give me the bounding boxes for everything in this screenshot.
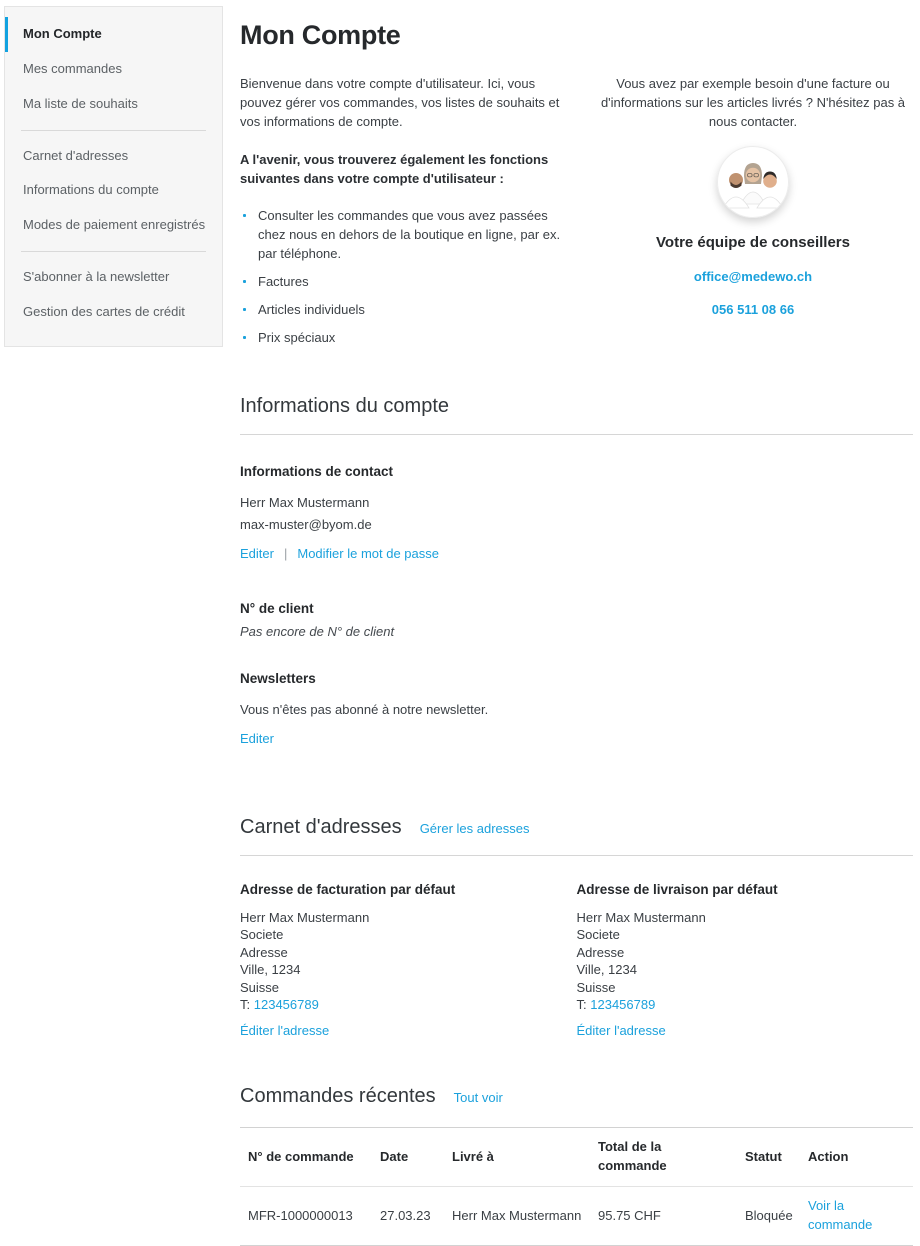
billing-phone-line [240, 996, 577, 1014]
list-item: Factures [240, 272, 570, 291]
page-title: Mon Compte [240, 20, 401, 50]
order-ship-to-cell: Herr Max Mustermann [452, 1207, 582, 1223]
team-phone-link[interactable]: 056 511 08 66 [711, 301, 795, 317]
account-info-title: Informations du compte [240, 395, 449, 417]
shipping-city: Ville, 1234 [576, 962, 637, 978]
shipping-street: Adresse [576, 944, 625, 960]
order-date-cell: 27.03.23 [380, 1207, 431, 1223]
sidebar-item-informations-compte[interactable]: Informations du compte [23, 182, 159, 198]
sidebar-item-mon-compte[interactable]: Mon Compte [5, 17, 222, 52]
recent-orders-header [240, 1082, 913, 1111]
newsletters-subheading: Newsletters [240, 670, 316, 686]
edit-newsletter-link[interactable]: Editer [240, 731, 274, 747]
intro-row [240, 74, 913, 356]
intro-text-column [240, 74, 570, 356]
sidebar-divider [21, 251, 206, 252]
edit-billing-address-link[interactable]: Éditer l'adresse [240, 1022, 330, 1038]
client-number-value: Pas encore de N° de client [240, 623, 395, 639]
recent-orders-title: Commandes récentes [240, 1085, 436, 1108]
shipping-address-block [577, 880, 914, 1040]
future-functions-list [240, 206, 570, 347]
contact-actions [240, 545, 913, 564]
shipping-country: Suisse [576, 979, 616, 995]
view-order-link[interactable]: Voir la commande [808, 1198, 873, 1232]
future-functions-heading: A l'avenir, vous trouverez également les fonctions suivantes dans votre compte d'utilisateur : [240, 152, 549, 186]
address-book-header [240, 813, 913, 856]
sidebar-item-cartes-credit[interactable]: Gestion des cartes de crédit [23, 303, 185, 319]
contact-info-subheading: Informations de contact [240, 464, 394, 479]
view-all-orders-link[interactable]: Tout voir [453, 1090, 503, 1106]
list-item: Consulter les commandes que vous avez passées chez nous en dehors de la boutique en ligne, par ex. par téléphone. [240, 206, 570, 263]
account-info-section [240, 392, 913, 749]
team-photo-illustration [717, 146, 789, 218]
order-number-cell: MFR-1000000013 [248, 1207, 353, 1223]
sidebar-item-newsletter[interactable]: S'abonner à la newsletter [23, 269, 170, 285]
billing-address-title: Adresse de facturation par défaut [240, 882, 456, 898]
sidebar-item-liste-souhaits[interactable]: Ma liste de souhaits [23, 95, 138, 111]
contact-name: Herr Max Mustermann [240, 494, 370, 510]
billing-address-block [240, 880, 577, 1040]
list-item: Articles individuels [240, 300, 570, 319]
address-book-section [240, 813, 913, 1040]
manage-addresses-link[interactable]: Gérer les adresses [419, 821, 530, 837]
shipping-address-title: Adresse de livraison par défaut [576, 882, 778, 898]
recent-orders-section [240, 1082, 913, 1245]
link-separator: | [283, 545, 288, 561]
newsletter-status: Vous n'êtes pas abonné à notre newsletter. [240, 702, 489, 718]
billing-country: Suisse [240, 979, 280, 995]
column-action: Action [800, 1128, 913, 1187]
client-number-subheading: N° de client [240, 601, 314, 617]
welcome-text: Bienvenue dans votre compte d'utilisateur. Ici, vous pouvez gérer vos commandes, vos listes de souhaits et vos informations de compte. [240, 76, 560, 129]
sidebar-item-carnet-adresses[interactable]: Carnet d'adresses [23, 147, 129, 163]
contact-email: max-muster@byom.de [240, 516, 372, 532]
order-status-cell: Bloquée [745, 1207, 793, 1223]
column-total: Total de la commande [590, 1128, 737, 1187]
account-info-header [240, 392, 913, 435]
list-item: Prix spéciaux [240, 328, 570, 347]
address-book-title: Carnet d'adresses [240, 816, 402, 839]
change-password-link[interactable]: Modifier le mot de passe [297, 545, 439, 561]
sidebar-divider [21, 130, 206, 131]
advisor-contact-panel [593, 74, 913, 356]
edit-contact-link[interactable]: Editer [240, 545, 274, 561]
sidebar-item-modes-paiement[interactable]: Modes de paiement enregistrés [23, 217, 206, 233]
account-sidebar [4, 6, 223, 347]
orders-table [240, 1127, 913, 1245]
shipping-name: Herr Max Mustermann [576, 909, 706, 925]
team-email-link[interactable]: office@medewo.ch [693, 268, 813, 284]
phone-label: T: [576, 997, 587, 1013]
contact-help-text: Vous avez par exemple besoin d'une facture ou d'informations sur les articles livrés ? N'hésitez pas à nous contacter. [600, 76, 906, 129]
team-avatar [717, 146, 789, 218]
orders-table-header-row [240, 1128, 913, 1187]
column-status: Statut [737, 1128, 800, 1187]
shipping-phone-link[interactable]: 123456789 [590, 997, 656, 1013]
shipping-company: Societe [576, 927, 620, 943]
table-row [240, 1187, 913, 1246]
billing-street: Adresse [240, 944, 288, 960]
team-label: Votre équipe de conseillers [656, 234, 850, 251]
column-order-number: N° de commande [240, 1128, 372, 1187]
column-ship-to: Livré à [444, 1128, 590, 1187]
order-total-cell: 95.75 CHF [598, 1207, 661, 1223]
shipping-phone-line [577, 996, 914, 1014]
billing-name: Herr Max Mustermann [240, 909, 370, 925]
billing-company: Societe [240, 927, 284, 943]
edit-shipping-address-link[interactable]: Éditer l'adresse [576, 1022, 666, 1038]
sidebar-item-mes-commandes[interactable]: Mes commandes [23, 60, 122, 76]
phone-label: T: [240, 997, 251, 1013]
billing-phone-link[interactable]: 123456789 [253, 997, 319, 1013]
column-date: Date [372, 1128, 444, 1187]
main-content [240, 0, 913, 1246]
billing-city: Ville, 1234 [240, 962, 301, 978]
